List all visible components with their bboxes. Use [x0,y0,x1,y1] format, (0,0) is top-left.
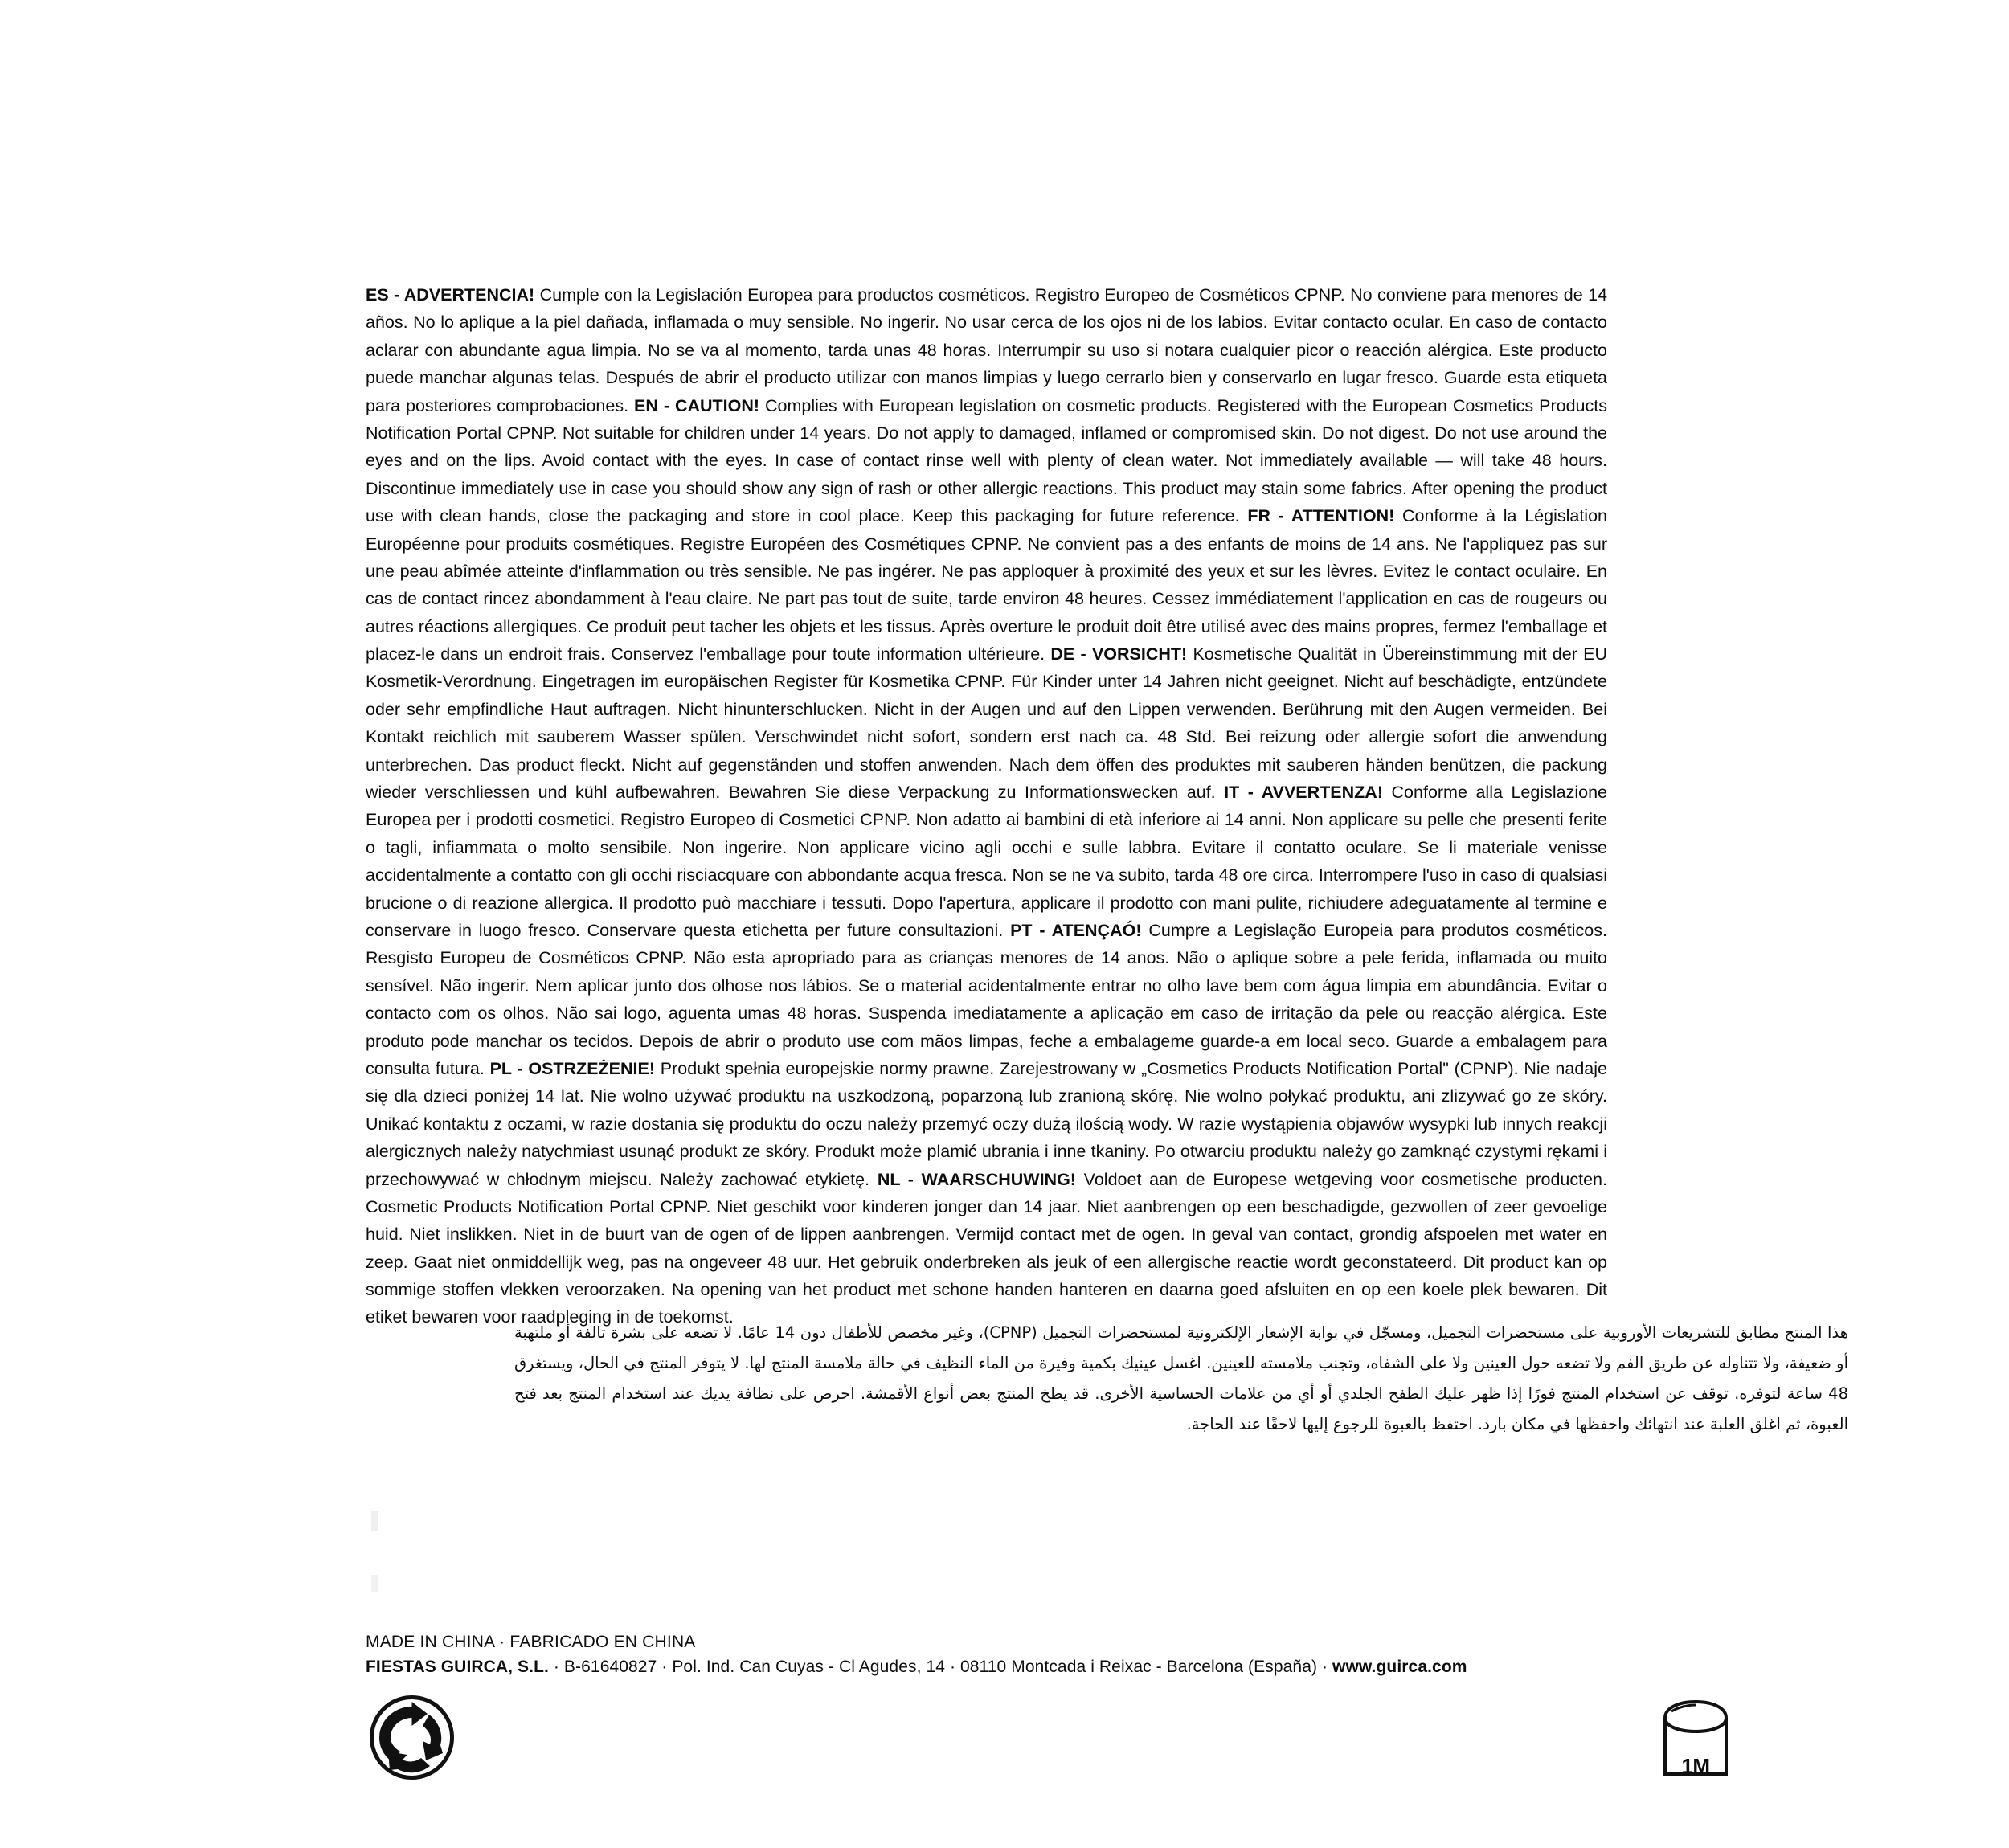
pao-label: 1M [1681,1754,1710,1778]
lang-tag-pt: PT - ATENÇAÓ! [1010,920,1142,940]
lang-tag-es: ES - ADVERTENCIA! [366,285,535,305]
made-in-line: MADE IN CHINA · FABRICADO EN CHINA [366,1633,696,1651]
arabic-warning-text: هذا المنتج مطابق للتشريعات الأوروبية على مستحضرات التجميل، ومسجّل في بوابة الإشعار الإلكترونية لمستحضرات التجميل (CPNP)، وغير مخصص للأطفال دون 14 عامًا. لا تضعه على بشرة تالفة أو ملتهبة أو ضعيفة، ولا تتناوله عن طريق الفم ولا تضعه حول العينين ولا على الشفاه، وتجنب ملامسته للعينين. اغسل عينيك بكمية وفيرة من الماء النظيف في حالة ملامسة المنتج لها. لا يتوفر المنتج في الحال، ويستغرق 48 ساعة لتوفره. توقف عن استخدام المنتج فورًا إذا ظهر عليك الطفح الجلدي أو أي من علامات الحساسية الأخرى. قد يطخ المنتج بعض أنواع الأقمشة. احرص على نظافة يديك عند استخدام المنتج بعد فتح العبوة، ثم اغلق العلبة عند انتهائك واحفظها في مكان بارد. احتفظ بالعبوة للرجوع إليها لاحقًا عند الحاجة. [514,1323,1848,1434]
warning-body-pt: Cumpre a Legislação Europeia para produtos cosméticos. Resgisto Europeu de Cosméticos CPNP. Não esta apropriado para as crianças menores de 14 anos. Não o aplique sobre a pele ferida, inflamada ou muito sensível. Não ingerir. Nem aplicar junto dos olhose nos lábios. Se o material acidentalmente entrar no olho lave bem com água limpia em abundância. Evitar o contacto com os olhos. Não sai logo, aguenta umas 48 horas. Suspenda imediatamente a aplicação em caso de irritação da pele ou reacção alérgica. Este produto pode manchar os tecidos. Depois de abrir o produto use com mãos limpas, feche a embalageme guarde-a em local seco. Guarde a embalagem para consulta futura. [366,920,1607,1078]
warning-body-de: Kosmetische Qualität in Übereinstimmung mit der EU Kosmetik-Verordnung. Eingetragen im europäischen Register für Kosmetika CPNP. Für Kinder unter 14 Jahren nicht geeignet. Nicht auf beschädigte, entzündete oder sehr empfindliche Haut auftragen. Nicht hinunterschlucken. Nicht in der Augen und auf den Lippen verwenden. Berührung mit den Augen vermeiden. Bei Kontakt reichlich mit sauberem Wasser spülen. Verschwindet nicht sofort, sondern erst nach ca. 48 Std. Bei reizung oder allergie sofort die anwendung unterbrechen. Das product fleckt. Nicht auf gegenständen und stoffen anwenden. Nach dem öffen des produktes mit sauberen händen benützen, die packung wieder verschliessen und kühl aufbewahren. Bewahren Sie diese Verpackung zu Informationswecken auf. [366,644,1607,803]
lang-tag-it: IT - AVVERTENZA! [1224,783,1383,803]
warning-body-fr: Conforme à la Législation Européenne pour produits cosmétiques. Registre Européen des Cosmétiques CPNP. Ne convient pas a des enfants de moins de 14 ans. Ne l'appliquez pas sur une peau abîmée atteinte d'inflammation ou très sensible. Ne pas ingérer. Ne pas apploquer à proximité des yeux et sur les lèvres. Evitez le contact oculaire. En cas de contact rincez abondamment à l'eau claire. Ne part pas tout de suite, tarde environ 48 heures. Cessez immédiatement l'application en cas de rougeurs ou autres réactions allergiques. Ce produit peut tacher les objets et les tissus. Après overture le produit doit être utilisé avec des mains propres, fermez l'emballage et placez-le dans un endroit frais. Conservez l'emballage pour toute information ultérieure. [366,506,1607,664]
green-dot-recycle-icon [370,1695,454,1780]
print-artifact-mark [371,1511,378,1531]
period-after-opening-icon [1655,1697,1736,1782]
company-website[interactable]: www.guirca.com [1332,1658,1467,1676]
warning-body-it: Conforme alla Legislazione Europea per i prodotti cosmetici. Registro Europeo di Cosmetici CPNP. Non adatto ai bambini di età inferiore ai 14 anni. Non applicare su pelle che presenti ferite o tagli, infiammata o molto sensibile. Non ingerire. Non applicare vicino agli occhi e sulle labbra. Evitare il contatto oculare. Se li materiale venisse accidentalmente a contatto con gli occhi risciacquare con abbondante acqua fresca. Non se ne va subito, tarda 48 ore circa. Interrompere l'uso in caso di qualsiasi brucione o di reazione allergica. Il prodotto può macchiare i tessuti. Dopo l'apertura, applicare il prodotto con mani pulite, richiudere adeguatamente al termine e conservare in luogo fresco. Conservare questa etichetta per future consultazioni. [366,783,1607,940]
print-artifact-mark-2 [371,1575,378,1592]
warning-body-en: Complies with European legislation on cosmetic products. Registered with the European Cosmetics Products Notification Portal CPNP. Not suitable for children under 14 years. Do not apply to damaged, inflamed or compromised skin. Do not digest. Do not use around the eyes and on the lips. Avoid contact with the eyes. In case of contact rinse well with plenty of clean water. Not immediately available — will take 48 hours. Discontinue immediately use in case you should show any sign of rash or other allergic reactions. This product may stain some fabrics. After opening the product use with clean hands, close the packaging and store in cool place. Keep this packaging for future reference. [366,395,1607,526]
lang-tag-nl: NL - WAARSCHUWING! [877,1169,1076,1189]
warning-body-es: Cumple con la Legislación Europea para productos cosméticos. Registro Europeo de Cosméticos CPNP. No conviene para menores de 14 años. No lo aplique a la piel dañada, inflamada o muy sensible. No ingerir. No usar cerca de los ojos ni de los labios. Evitar contacto ocular. En caso de contacto aclarar con abundante agua limpia. No se va al momento, tarda unas 48 horas. Interrumpir su uso si notara cualquier picor o reacción alérgica. Este producto puede manchar algunas telas. Después de abrir el producto utilizar con manos limpias y luego cerrarlo bien y conservarlo en lugar fresco. Guarde esta etiqueta para posteriores comprobaciones. [366,285,1607,415]
lang-tag-pl: PL - OSTRZEŻENIE! [489,1058,656,1078]
company-line [366,1658,1732,1677]
icon-row [354,1695,1736,1808]
warning-body-pl: Produkt spełnia europejskie normy prawne. Zarejestrowany w „Cosmetics Products Notification Portal" (CPNP). Nie nadaje się dla dzieci poniżej 14 lat. Nie wolno używać produktu na uszkodzoną, poparzoną lub zranioną skórę. Nie wolno połykać produktu, ani zlizywać go ze skóry. Unikać kontaktu z oczami, w razie dostania się produktu do oczu należy przemyć oczy dużą ilością wody. W razie wystąpienia objawów wysypki lub innych reakcji alergicznych należy natychmiast usunąć produkt ze skóry. Produkt może plamić ubrania i inne tkaniny. Po otwarciu produktu należy go zamknąć czystymi rękami i przechowywać w chłodnym miejscu. Należy zachować etykietę. [366,1058,1607,1189]
lang-tag-en: EN - CAUTION! [634,395,760,415]
warning-body-nl: Voldoet aan de Europese wetgeving voor cosmetische producten. Cosmetic Products Notification Portal CPNP. Niet geschikt voor kinderen jonger dan 14 jaar. Niet aanbrengen op een beschadigde, gezwollen of zeer gevoelige huid. Niet inslikken. Niet in de buurt van de ogen of de lippen aanbrengen. Vermijd contact met de ogen. In geval van contact, grondig afspoelen met water en zeep. Gaat niet onmiddellijk weg, pas na ongeveer 48 uur. Het gebruik onderbreken als jeuk of een allergische reactie wordt geconstateerd. Dit product kan op sommige stoffen vlekken veroorzaken. Na opening van het product met schone handen hanteren en daarna goed afsluiten en op een koele plek bewaren. Dit etiket bewaren voor raadpleging in de toekomst. [366,1169,1607,1327]
footer [366,1633,1732,1677]
company-name: FIESTAS GUIRCA, S.L. [366,1658,549,1676]
lang-tag-de: DE - VORSICHT! [1050,644,1188,664]
multilingual-warning-text [366,281,1607,1331]
lang-tag-fr: FR - ATTENTION! [1247,506,1395,526]
company-details: · B-61640827 · Pol. Ind. Can Cuyas - Cl Agudes, 14 · 08110 Montcada i Reixac - Barcelona (España) · [548,1658,1333,1676]
